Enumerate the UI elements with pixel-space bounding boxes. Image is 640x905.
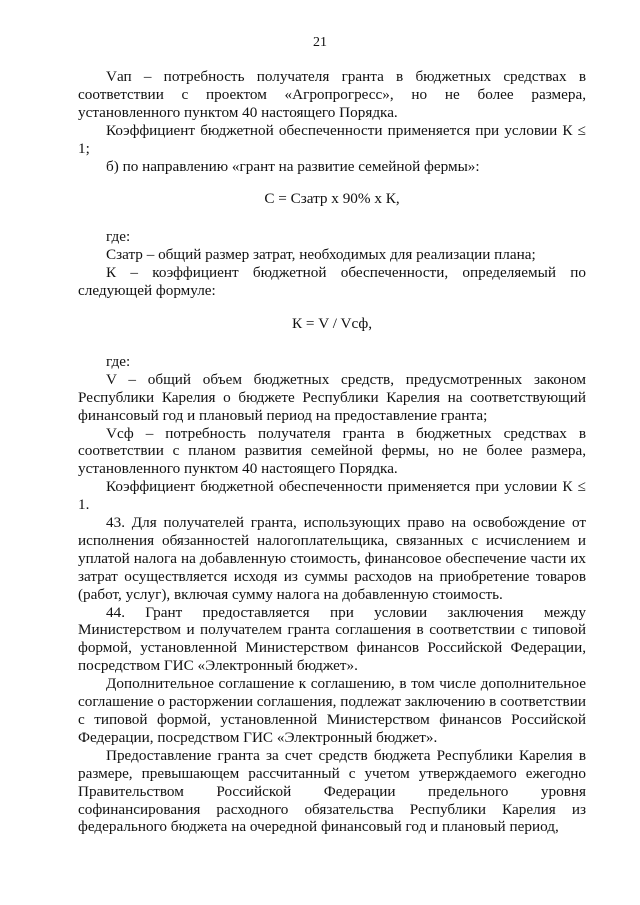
paragraph-szatr-definition: Сзатр – общий размер затрат, необходимых для реализации плана; [106, 246, 536, 264]
paragraph-coefficient-condition-1: Коэффициент бюджетной обеспеченности применяется при условии К ≤ 1; [78, 121, 586, 157]
paragraph-coefficient-condition-2: Коэффициент бюджетной обеспеченности применяется при условии К ≤ 1. [78, 478, 586, 514]
paragraph-grant-provision: Предоставление гранта за счет средств бюджета Республики Карелия в размере, превышающем рассчитанный с учетом утверждаемого ежегодно Правительством Российской Федерации предельного уровня софинансирования расходного обязательства Республики Карелия из федерального бюджета на очередной финансовый год и плановый период, [78, 746, 586, 836]
paragraph-item-b: б) по направлению «грант на развитие семейной фермы»: [106, 157, 480, 175]
page-number: 21 [313, 35, 327, 50]
paragraph-where-2: где: [106, 352, 131, 370]
paragraph-additional-agreement: Дополнительное соглашение к соглашению, в том числе дополнительное соглашение о расторжении соглашения, подлежат заключению в соответствии с типовой формой, установленной Министерством финансов Российской Федерации, посредством ГИС «Электронный бюджет». [78, 675, 586, 746]
paragraph-clause-44: 44. Грант предоставляется при условии заключения между Министерством и получателем гранта соглашения в соответствии с типовой формой, установленной Министерством финансов Российской Федерации, посредством ГИС «Электронный бюджет». [78, 603, 586, 675]
paragraph-where-1: где: [106, 228, 131, 246]
paragraph-v-definition: V – общий объем бюджетных средств, предусмотренных законом Республики Карелия о бюджете Республики Карелия на соответствующий финансовый год и плановый период на предоставление гранта; [78, 370, 586, 424]
formula-family-farm-grant: С = Сзатр х 90% х К, [264, 190, 400, 208]
paragraph-clause-43: 43. Для получателей гранта, использующих право на освобождение от исполнения обязанностей налогоплательщика, связанных с исчислением и уплатой налога на добавленную стоимость, финансовое обеспечение части их затрат осуществляется исходя из суммы расходов на приобретение товаров (работ, услуг), включая сумму налога на добавленную стоимость. [78, 514, 586, 603]
formula-budget-coefficient: К = V / Vсф, [291, 314, 373, 332]
paragraph-vsf-definition: Vсф – потребность получателя гранта в бюджетных средствах в соответствии с планом развития семейной фермы, но не более размера, установленного пунктом 40 настоящего Порядка. [78, 424, 586, 478]
paragraph-k-definition: К – коэффициент бюджетной обеспеченности, определяемый по следующей формуле: [78, 264, 586, 300]
document-body [78, 68, 586, 836]
paragraph-vap-definition: Vап – потребность получателя гранта в бюджетных средствах в соответствии с проектом «Агропрогресс», но не более размера, установленного пунктом 40 настоящего Порядка. [78, 68, 586, 121]
